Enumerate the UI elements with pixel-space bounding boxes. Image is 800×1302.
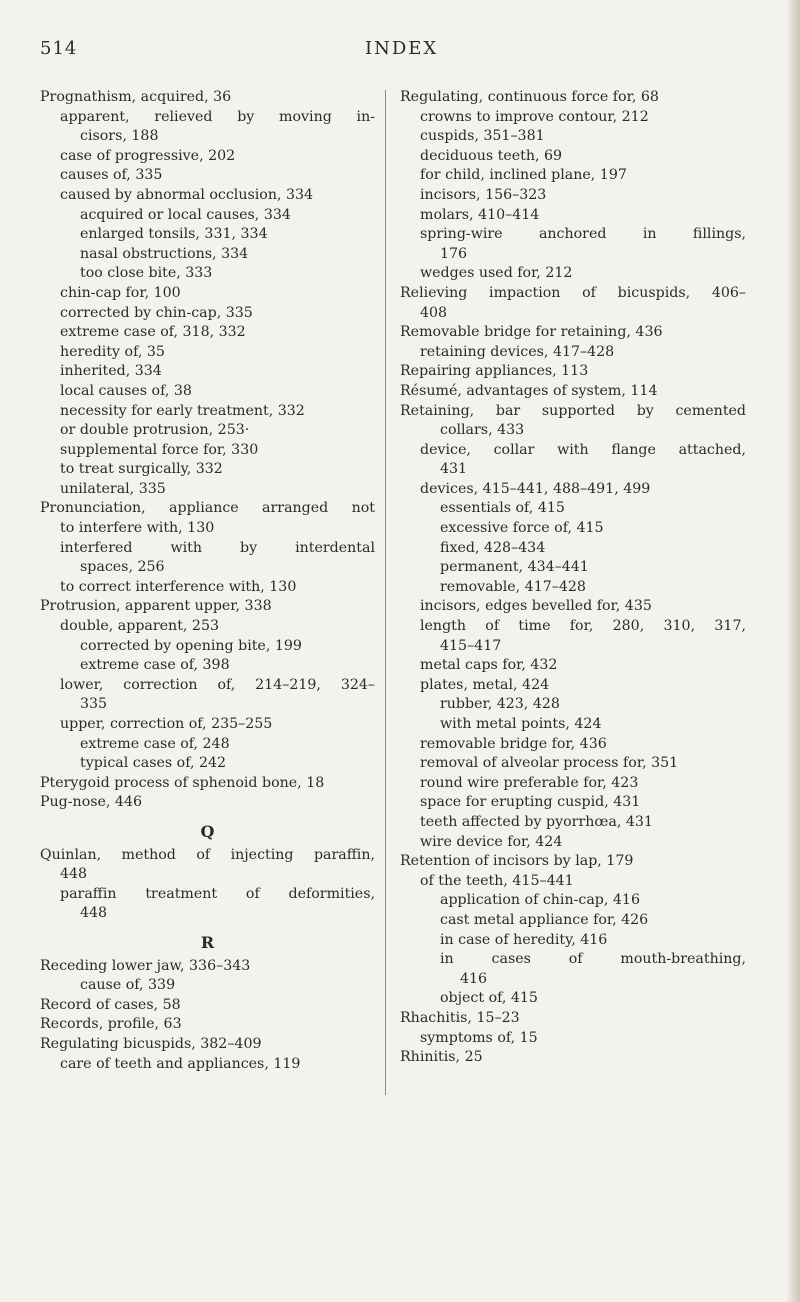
index-entry [40,1055,375,1075]
index-entry [400,617,746,656]
index-entry [40,382,375,402]
index-entry-line: typical cases of, 242 [80,755,227,772]
index-entry [400,891,746,911]
index-entry [40,225,375,245]
index-entry-line: object of, 415 [440,990,538,1007]
index-entry [400,656,746,676]
index-entry [400,872,746,892]
index-entry [40,304,375,324]
index-entry [400,1009,746,1029]
index-entry-line: to treat surgically, 332 [60,461,223,478]
index-entry [400,108,746,128]
index-entry-line: care of teeth and appliances, 119 [60,1055,301,1072]
index-entry [400,578,746,598]
index-entry-line: Pug-nose, 446 [40,794,143,811]
index-entry [400,499,746,519]
index-entry-line: heredity of, 35 [60,343,165,360]
index-entry-line: application of chin-cap, 416 [440,892,640,909]
index-entry-continuation: to interfere with, 130 [60,520,215,537]
index-entry-line: upper, correction of, 235–255 [60,716,273,732]
index-entry-line: Retaining, bar supported by cemented [400,402,746,419]
index-entry [400,441,746,480]
index-entry [40,166,375,186]
index-entry [40,362,375,382]
index-entry-line: permanent, 434–441 [440,559,589,576]
index-entry-line: Protrusion, apparent upper, 338 [40,598,272,615]
index-entry-continuation: 176 [440,245,468,262]
index-entry-continuation: collars, 433 [440,422,525,439]
index-entry-line: fixed, 428–434 [440,539,546,556]
index-entry-line: extreme case of, 248 [80,735,230,752]
index-entry [400,597,746,617]
index-entry-continuation: 431 [440,461,468,478]
index-entry-line: symptoms of, 15 [420,1029,538,1046]
index-entry [40,676,375,715]
index-entry [400,127,746,147]
index-entry-line: Prognathism, acquired, 36 [40,89,232,105]
index-entry-line: apparent, relieved by moving in- [60,108,375,125]
index-entry-line: round wire preferable for, 423 [420,774,639,791]
index-entry [40,793,375,813]
index-entry [40,578,375,598]
index-entry-line: Pterygoid process of sphenoid bone, 18 [40,774,325,791]
index-entry [40,441,375,461]
index-entry-line: extreme case of, 398 [80,657,230,674]
index-entry [40,284,375,304]
index-entry-line: space for erupting cuspid, 431 [420,794,641,811]
index-entry [400,480,746,500]
index-entry-line: inherited, 334 [60,363,162,380]
index-entry-line: Records, profile, 63 [40,1016,182,1033]
index-entry [40,774,375,794]
index-entry-line: paraffin treatment of deformities, [60,885,375,902]
index-entry-line: nasal obstructions, 334 [80,245,249,262]
index-entry-continuation: 448 [60,866,88,883]
index-entry-line: cast metal appliance for, 426 [440,911,649,928]
index-entry-continuation: 408 [420,304,448,321]
index-entry-line: in cases of mouth-breathing, [440,951,746,968]
index-entry [400,695,746,715]
index-entry [40,637,375,657]
index-entry-line: wire device for, 424 [420,833,563,850]
index-entry-line: Removable bridge for retaining, 436 [400,324,663,341]
index-entry [400,735,746,755]
index-entry [400,676,746,696]
index-entry-line: corrected by chin-cap, 335 [60,304,253,321]
index-entry-line: lower, correction of, 214–219, 324– [60,676,375,693]
index-entry-line: causes of, 335 [60,167,163,184]
index-entry-line: essentials of, 415 [440,500,565,517]
running-head: INDEX [365,38,439,59]
index-entry [40,402,375,422]
index-entry-line: rubber, 423, 428 [440,696,560,713]
index-entry-line: Quinlan, method of injecting paraffin, [40,846,375,863]
index-entry-line: chin-cap for, 100 [60,284,181,301]
index-entry [400,1029,746,1049]
index-entry [40,245,375,265]
index-entry [40,885,375,924]
index-entry [40,343,375,363]
index-entry [40,206,375,226]
index-entry [40,480,375,500]
index-entry [400,754,746,774]
index-entry-line: caused by abnormal occlusion, 334 [60,186,314,203]
column-divider [385,90,386,1095]
index-entry-continuation: 448 [80,905,108,922]
index-entry-line: corrected by opening bite, 199 [80,637,302,654]
index-entry [40,147,375,167]
index-entry [40,539,375,578]
index-letter-heading: Q [200,821,215,841]
index-column-left [40,88,375,1074]
index-entry-line: Rhinitis, 25 [400,1049,483,1066]
index-entry-line: incisors, 156–323 [420,186,547,203]
index-entry-line: teeth affected by pyorrhœa, 431 [420,813,653,830]
index-entry [400,284,746,323]
index-entry [400,931,746,951]
index-entry [400,362,746,382]
index-entry-line: excessive force of, 415 [440,520,604,537]
index-entry [400,950,746,989]
index-entry-line: Record of cases, 58 [40,996,181,1013]
index-entry-line: Receding lower jaw, 336–343 [40,957,251,974]
index-entry [40,108,375,147]
index-entry [400,186,746,206]
index-entry [400,833,746,853]
index-entry [40,735,375,755]
index-entry-line: removable bridge for, 436 [420,735,607,752]
index-entry-line: double, apparent, 253 [60,618,219,635]
index-entry [400,911,746,931]
index-entry [400,343,746,363]
index-entry-line: for child, inclined plane, 197 [420,167,627,184]
index-entry [40,421,375,441]
index-entry-line: case of progressive, 202 [60,147,236,164]
page-header [0,38,800,62]
index-entry-continuation: spaces, 256 [80,559,165,576]
index-entry-line: Relieving impaction of bicuspids, 406– [400,284,746,301]
index-entry [400,225,746,264]
index-entry [400,774,746,794]
index-entry-line: cuspids, 351–381 [420,128,545,145]
index-entry [40,323,375,343]
index-entry-continuation: 416 [460,970,488,987]
index-entry-line: deciduous teeth, 69 [420,147,563,164]
index-entry [400,519,746,539]
index-entry [40,957,375,977]
index-entry-line: length of time for, 280, 310, 317, [420,618,746,635]
index-entry-continuation: 415–417 [440,637,502,654]
index-entry [400,88,746,108]
index-entry-line: in case of heredity, 416 [440,931,608,948]
index-entry-line: local causes of, 38 [60,382,192,399]
index-entry [40,1035,375,1055]
index-entry-line: supplemental force for, 330 [60,441,259,458]
index-entry-line: wedges used for, 212 [420,265,573,282]
index-entry [400,264,746,284]
index-entry-continuation: cisors, 188 [80,128,159,145]
index-entry-line: Regulating bicuspids, 382–409 [40,1035,262,1052]
index-entry [40,617,375,637]
index-entry-line: acquired or local causes, 334 [80,206,291,223]
index-entry [40,1015,375,1035]
index-entry [400,793,746,813]
index-entry-line: metal caps for, 432 [420,657,558,674]
index-entry-line: with metal points, 424 [440,716,602,732]
index-entry [400,539,746,559]
index-entry [400,852,746,872]
index-entry-line: enlarged tonsils, 331, 334 [80,226,268,243]
index-letter-heading: R [200,932,215,952]
index-entry [40,499,375,538]
index-entry [400,206,746,226]
index-entry [400,715,746,735]
index-entry [400,1048,746,1068]
index-entry [40,754,375,774]
index-entry [40,846,375,885]
index-entry-line: molars, 410–414 [420,206,540,223]
index-entry [40,88,375,108]
index-entry-line: cause of, 339 [80,977,176,994]
index-entry-line: spring-wire anchored in fillings, [420,226,746,243]
index-entry-line: incisors, edges bevelled for, 435 [420,598,652,615]
index-entry [40,976,375,996]
index-entry [40,715,375,735]
index-entry [40,460,375,480]
page-number: 514 [40,38,78,59]
index-entry [400,813,746,833]
index-entry [40,264,375,284]
index-entry-line: to correct interference with, 130 [60,578,297,595]
index-entry [400,323,746,343]
index-entry-line: interfered with by interdental [60,539,375,556]
index-entry [400,558,746,578]
index-entry-line: too close bite, 333 [80,265,213,282]
index-entry [40,597,375,617]
index-entry-line: crowns to improve contour, 212 [420,108,649,125]
index-entry-line: Rhachitis, 15–23 [400,1009,520,1026]
index-entry-line: Résumé, advantages of system, 114 [400,382,658,399]
index-entry-continuation: 335 [80,696,108,713]
index-entry-line: Regulating, continuous force for, 68 [400,89,659,105]
index-entry-line: device, collar with flange attached, [420,441,746,458]
index-entry-line: devices, 415–441, 488–491, 499 [420,480,651,497]
index-entry-line: retaining devices, 417–428 [420,343,615,360]
index-entry-line: plates, metal, 424 [420,676,550,693]
index-entry-line: necessity for early treatment, 332 [60,402,305,419]
index-entry [40,996,375,1016]
index-entry-line: extreme case of, 318, 332 [60,324,246,341]
index-entry-line: Retention of incisors by lap, 179 [400,853,634,870]
index-entry-line: removal of alveolar process for, 351 [420,755,679,772]
index-entry-line: unilateral, 335 [60,480,166,497]
index-column-right [400,88,746,1068]
index-entry [400,166,746,186]
index-entry [40,656,375,676]
index-entry-line: removable, 417–428 [440,578,586,595]
index-entry [400,147,746,167]
index-entry [400,382,746,402]
index-entry-line: or double protrusion, 253· [60,422,250,439]
index-entry-line: Repairing appliances, 113 [400,363,589,380]
index-entry-line: Pronunciation, appliance arranged not [40,500,375,517]
page-edge-shadow [786,0,800,1302]
index-entry [400,402,746,441]
index-entry [400,989,746,1009]
index-entry [40,186,375,206]
index-entry-line: of the teeth, 415–441 [420,872,574,889]
